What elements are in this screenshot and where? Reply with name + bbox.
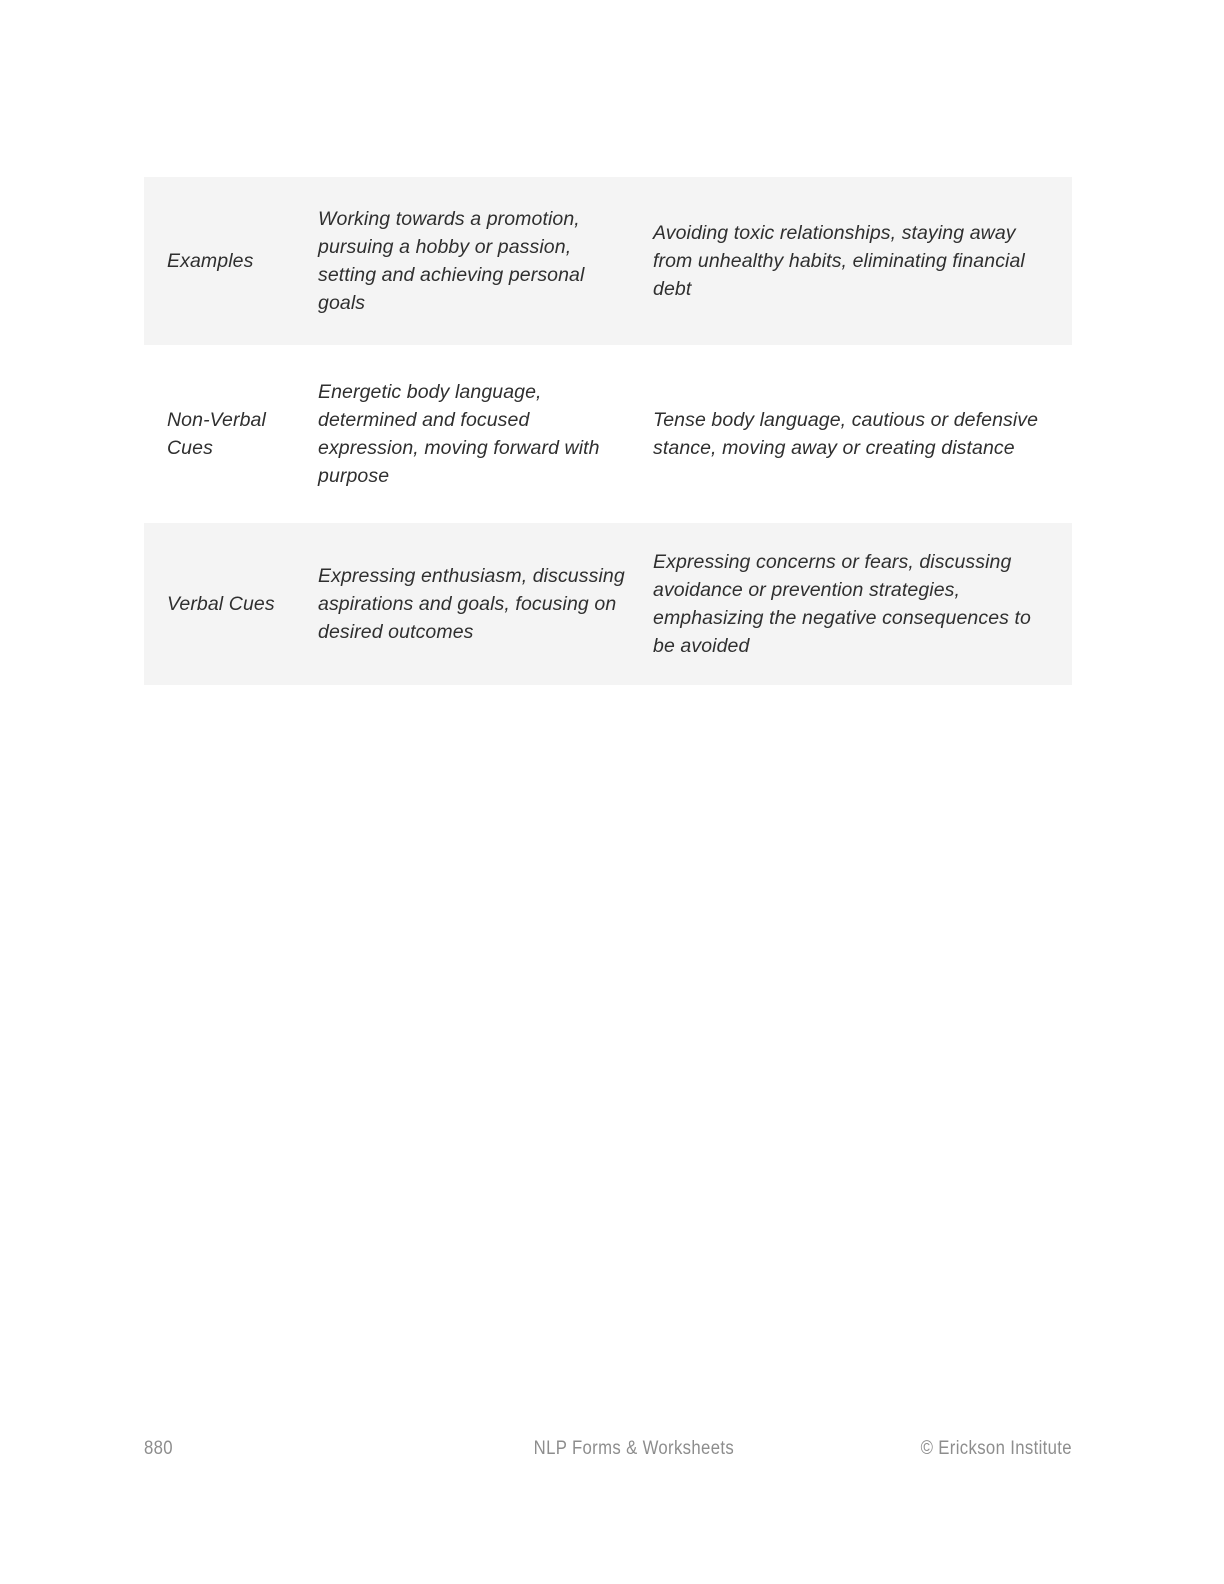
table-row	[144, 345, 1072, 523]
page-footer	[144, 1434, 1072, 1464]
comparison-table	[144, 177, 1072, 685]
row-label: Non-Verbal Cues	[167, 409, 266, 459]
footer-document-title: NLP Forms & Worksheets	[533, 1438, 734, 1459]
row-toward-cell: Working towards a promotion, pursuing a hobby or passion, setting and achieving personal goals	[318, 208, 585, 314]
row-toward-cell: Energetic body language, determined and focused expression, moving forward with purpose	[318, 381, 600, 487]
row-away-cell: Expressing concerns or fears, discussing avoidance or prevention strategies, emphasizing the negative consequences to be avoided	[653, 551, 1032, 657]
row-toward-cell: Expressing enthusiasm, discussing aspirations and goals, focusing on desired outcomes	[318, 565, 625, 643]
footer-page-number: 880	[144, 1438, 173, 1459]
row-label: Examples	[167, 250, 254, 272]
table-row	[144, 177, 1072, 345]
table-row	[144, 523, 1072, 685]
row-label: Verbal Cues	[167, 593, 275, 615]
row-away-cell: Avoiding toxic relationships, staying away from unhealthy habits, eliminating financial debt	[653, 222, 1025, 300]
footer-copyright: © Erickson Institute	[920, 1438, 1072, 1459]
row-away-cell: Tense body language, cautious or defensive stance, moving away or creating distance	[653, 409, 1039, 459]
